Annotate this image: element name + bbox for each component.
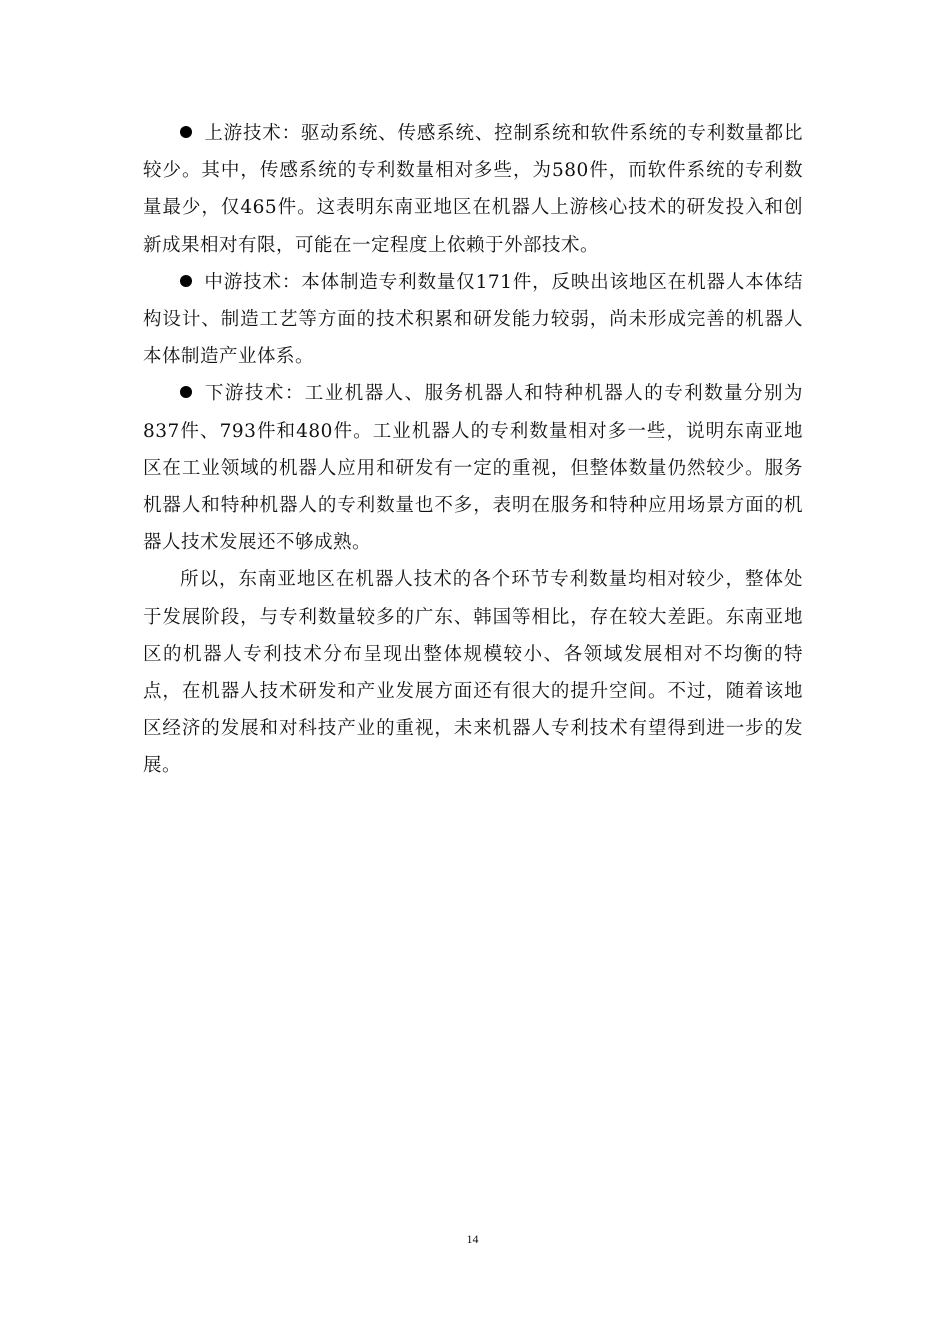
paragraph-conclusion [143,561,803,784]
paragraph-text: 上游技术：驱动系统、传感系统、控制系统和软件系统的专利数量都比较少。其中，传感系统的专利数量相对多些，为580件，而软件系统的专利数量最少，仅465件。这表明东南亚地区在机器人上游核心技术的研发投入和创新成果相对有限，可能在一定程度上依赖于外部技术。 [143,123,803,256]
bullet-icon [180,275,192,287]
paragraph-text: 下游技术：工业机器人、服务机器人和特种机器人的专利数量分别为837件、793件和480件。工业机器人的专利数量相对多一些，说明东南亚地区在工业领域的机器人应用和研发有一定的重视，但整体数量仍然较少。服务机器人和特种机器人的专利数量也不多，表明在服务和特种应用场景方面的机器人技术发展还不够成熟。 [143,383,803,554]
document-body [143,115,803,785]
paragraph-downstream [143,375,803,561]
bullet-icon [180,386,192,398]
paragraph-text: 所以，东南亚地区在机器人技术的各个环节专利数量均相对较少，整体处于发展阶段，与专利数量较多的广东、韩国等相比，存在较大差距。东南亚地区的机器人专利技术分布呈现出整体规模较小、各领域发展相对不均衡的特点，在机器人技术研发和产业发展方面还有很大的提升空间。不过，随着该地区经济的发展和对科技产业的重视，未来机器人专利技术有望得到进一步的发展。 [143,569,803,777]
paragraph-upstream [143,115,803,264]
paragraph-midstream [143,264,803,376]
page-number: 14 [466,1232,479,1246]
bullet-icon [180,126,192,138]
paragraph-text: 中游技术：本体制造专利数量仅171件，反映出该地区在机器人本体结构设计、制造工艺等方面的技术积累和研发能力较弱，尚未形成完善的机器人本体制造产业体系。 [143,271,803,368]
